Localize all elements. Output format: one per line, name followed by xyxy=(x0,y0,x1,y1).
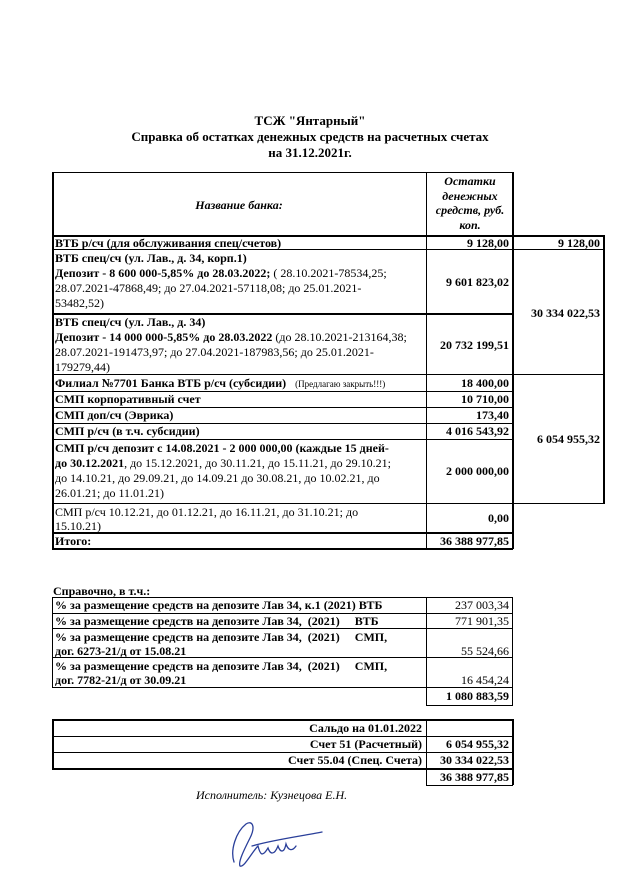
interest-amount: 771 901,35 xyxy=(455,614,509,628)
balance-amount: 4 016 543,92 xyxy=(446,424,509,438)
saldo-account-label: Счет 55.04 (Спец. Счета) xyxy=(288,753,422,767)
account-line xyxy=(55,441,425,456)
signature-icon xyxy=(222,810,332,872)
interest-item: % за размещение средств на депозите Лав 34, (2021) ВТБ xyxy=(55,614,379,628)
document-date: на 31.12.2021г. xyxy=(268,145,352,160)
balance-amount: 18 400,00 xyxy=(461,376,509,390)
group-total: 30 334 022,53 xyxy=(531,306,600,320)
interest-amount: 237 003,34 xyxy=(455,598,509,612)
deposit-interest: (до 28.10.2021-213164,38; xyxy=(272,330,407,344)
deposit-terms: депозит с 14.08.2021 - 2 000 000,00 (каждые 15 дней- xyxy=(112,441,389,455)
deposit-date: до 30.12.2021 xyxy=(55,456,125,470)
interest-total: 1 080 883,59 xyxy=(446,689,509,703)
interest-item: % за размещение средств на депозите Лав 34, к.1 (2021) ВТБ xyxy=(55,598,383,612)
bank-name-text: Филиал №7701 Банка ВТБ р/сч (субсидии) xyxy=(55,376,287,390)
balance-amount: 173,40 xyxy=(476,408,509,422)
balance-amount: 10 710,00 xyxy=(461,392,509,406)
executor: Исполнитель: Кузнецова Е.Н. xyxy=(196,788,348,802)
interest-amount: 55 524,66 xyxy=(461,644,509,658)
bank-name xyxy=(55,441,425,501)
account-line: 179279,44) xyxy=(55,360,110,374)
interest-item-line: дог. 7782-21/д от 30.09.21 xyxy=(55,673,187,687)
balance-amount: 20 732 199,51 xyxy=(440,338,509,352)
group-total: 9 128,00 xyxy=(558,236,600,250)
total-value: 36 388 977,85 xyxy=(440,534,509,548)
account-line: 53482,52) xyxy=(55,296,104,310)
bank-name xyxy=(55,315,425,375)
saldo-title: Сальдо на 01.01.2022 xyxy=(309,721,422,735)
account-line: СМП р/сч 10.12.21, до 01.12.21, до 16.11.21, до 31.10.21; до xyxy=(55,505,359,519)
account-line: ВТБ спец/сч (ул. Лав., д. 34) xyxy=(55,315,206,329)
account-label: СМП р/сч xyxy=(55,441,113,455)
saldo-total: 36 388 977,85 xyxy=(440,770,509,784)
account-line xyxy=(55,456,425,471)
interest-amount: 16 454,24 xyxy=(461,673,509,687)
column-header-balance: Остатки денежных средств, руб. коп. xyxy=(435,174,505,232)
bank-name: СМП р/сч (в т.ч. субсидии) xyxy=(55,424,200,438)
balance-amount: 2 000 000,00 xyxy=(446,464,509,478)
account-line: 26.01.21; до 11.01.21) xyxy=(55,486,164,500)
balance-amount: 9 601 823,02 xyxy=(446,275,509,289)
interest-item xyxy=(55,630,425,658)
note: (Предлагаю закрыть!!!) xyxy=(295,379,386,389)
bank-name xyxy=(55,376,425,391)
interest-item-line: дог. 6273-21/д от 15.08.21 xyxy=(55,644,187,658)
account-line: 28.07.2021-191473,97; до 27.04.2021-187983,56; до 25.01.2021- xyxy=(55,345,374,359)
saldo-account-amount: 6 054 955,32 xyxy=(446,737,509,751)
saldo-account-amount: 30 334 022,53 xyxy=(440,753,509,767)
group-total: 6 054 955,32 xyxy=(537,432,600,446)
bank-name xyxy=(55,251,425,311)
total-label: Итого: xyxy=(55,534,92,548)
account-line: 28.07.2021-47868,49; до 27.04.2021-57118,08; до 25.01.2021- xyxy=(55,281,362,295)
account-line: до 14.10.21, до 29.09.21, до 14.09.21 до 30.08.21, до 10.02.21, до xyxy=(55,471,380,485)
account-line xyxy=(55,266,425,281)
balance-amount: 0,00 xyxy=(488,511,509,525)
account-line: ВТБ спец/сч (ул. Лав., д. 34, корп.1) xyxy=(55,251,247,265)
column-header-bank: Название банка: xyxy=(195,198,283,212)
interest-item-line: % за размещение средств на депозите Лав 34, (2021) СМП, xyxy=(55,630,388,644)
interest-item xyxy=(55,659,425,687)
bank-name: ВТБ р/сч (для обслуживания спец/счетов) xyxy=(55,236,282,250)
interest-item-line: % за размещение средств на депозите Лав 34, (2021) СМП, xyxy=(55,659,388,673)
org-name: ТСЖ "Янтарный" xyxy=(254,113,366,128)
account-line: 15.10.21) xyxy=(55,519,101,533)
deposit-interest: ( 28.10.2021-78534,25; xyxy=(270,266,387,280)
document-title: Справка об остатках денежных средств на расчетных счетах xyxy=(131,129,489,144)
deposit-terms: Депозит - 14 000 000-5,85% до 28.03.2022 xyxy=(55,330,273,344)
deposit-terms: Депозит - 8 600 000-5,85% до 28.03.2022; xyxy=(55,266,271,280)
account-line xyxy=(55,330,425,345)
balance-amount: 9 128,00 xyxy=(467,236,509,250)
bank-name: СМП доп/сч (Эврика) xyxy=(55,408,174,422)
saldo-account-label: Счет 51 (Расчетный) xyxy=(309,737,422,751)
bank-name xyxy=(55,505,425,533)
reference-heading: Справочно, в т.ч.: xyxy=(53,584,151,598)
bank-name: СМП корпоративный счет xyxy=(55,392,201,406)
deposit-dates: , до 15.12.2021, до 30.11.21, до 15.11.21, до 29.10.21; xyxy=(124,456,391,470)
